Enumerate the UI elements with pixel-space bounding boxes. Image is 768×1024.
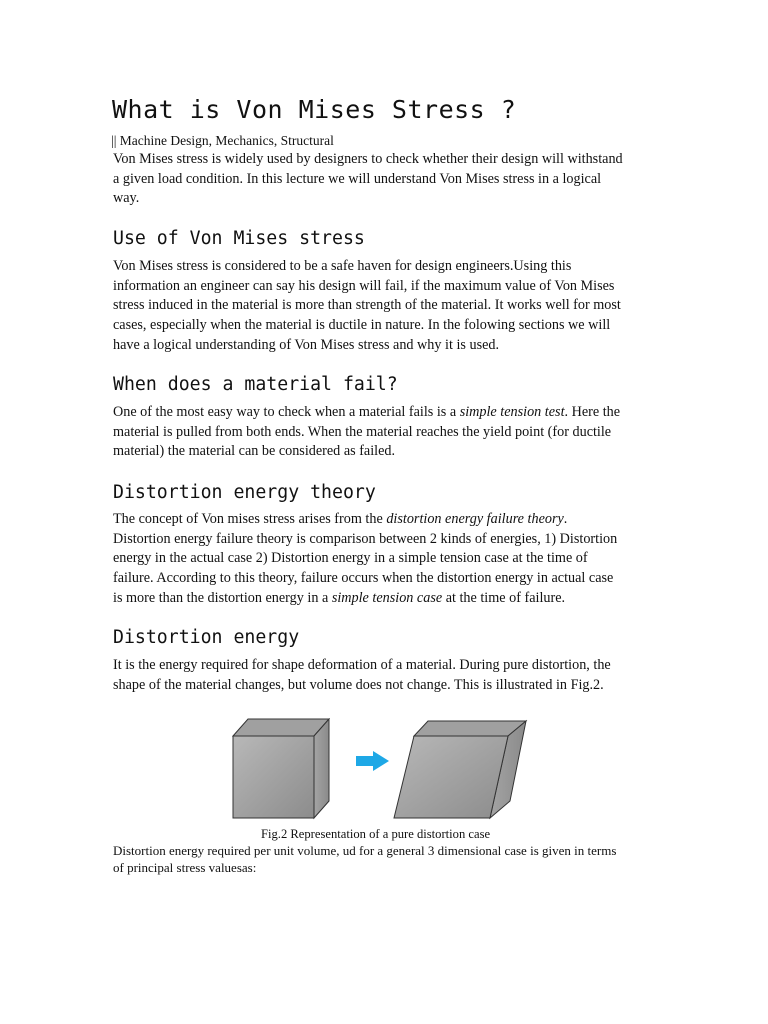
use-line: have a logical understanding of Von Mises stress and why it is used. [113,336,500,353]
theory-text: at the time of failure. [442,589,566,606]
use-paragraph [113,257,673,356]
intro-line: a given load condition. In this lecture we will understand Von Mises stress in a logical [113,170,602,187]
original-cube [233,719,329,818]
cube-top-face [233,719,329,736]
energy-line: It is the energy required for shape deformation of a material. During pure distortion, the [113,657,611,673]
section-heading-theory: Distortion energy theory [113,482,376,503]
use-line: stress induced in the material is more than strength of the material. It works well for most [113,297,621,314]
fail-paragraph [113,403,673,462]
energy-line: shape of the material changes, but volume does not change. This is illustrated in Fig.2. [113,676,604,693]
theory-line: Distortion energy failure theory is comparison between 2 kinds of energies, 1) Distortion [113,530,618,547]
theory-line: energy in the actual case 2) Distortion energy in a simple tension case at the time of [113,550,588,567]
closing-paragraph [113,842,616,876]
theory-line: failure. According to this theory, failure occurs when the distortion energy in actual case [113,570,614,587]
fail-text: . Here the [564,404,621,420]
arrow-icon [356,751,389,771]
closing-line: of principal stress valuesas: [113,860,257,875]
fail-emphasis: simple tension test [459,404,565,420]
theory-emphasis: distortion energy failure theory [386,511,564,527]
theory-text: The concept of Von mises stress arises from the [113,511,387,527]
theory-text: . [563,511,568,527]
energy-paragraph [113,656,673,695]
fail-line: material) the material can be considered as failed. [113,443,396,460]
theory-text: is more than the distortion energy in a [113,589,332,606]
cube-side-face [314,719,329,818]
cube-front-face [233,736,314,818]
use-line: Von Mises stress is considered to be a safe haven for design engineers.Using this [113,258,572,274]
theory-line [113,510,673,530]
intro-paragraph [113,150,673,209]
distorted-top-face [414,721,526,736]
use-line: information an engineer can say his design will fail, if the maximum value of Von Mises [113,277,615,294]
fail-line: material is pulled from both ends. When the material reaches the yield point (for ductile [113,423,612,440]
fail-line [113,403,673,423]
category-tags: || Machine Design, Mechanics, Structural [111,133,334,148]
distorted-cube [394,721,526,818]
use-line: cases, especially when the material is ductile in nature. In the folowing sections we will [113,317,611,334]
theory-paragraph [113,510,673,609]
section-heading-use: Use of Von Mises stress [113,228,365,249]
intro-line: way. [113,190,140,207]
intro-line: Von Mises stress is widely used by designers to check whether their design will withstand [113,151,623,167]
theory-line [113,589,673,609]
distorted-front-face [394,736,508,818]
closing-line: Distortion energy required per unit volume, ud for a general 3 dimensional case is given in terms [113,843,617,858]
distortion-figure [230,718,530,822]
figure-caption: Fig.2 Representation of a pure distortion case [261,827,491,841]
section-heading-fail: When does a material fail? [113,374,398,395]
theory-emphasis: simple tension case [331,589,443,606]
page-title: What is Von Mises Stress ? [112,95,517,124]
fail-text: One of the most easy way to check when a material fails is a [113,404,460,420]
section-heading-energy: Distortion energy [113,627,300,648]
